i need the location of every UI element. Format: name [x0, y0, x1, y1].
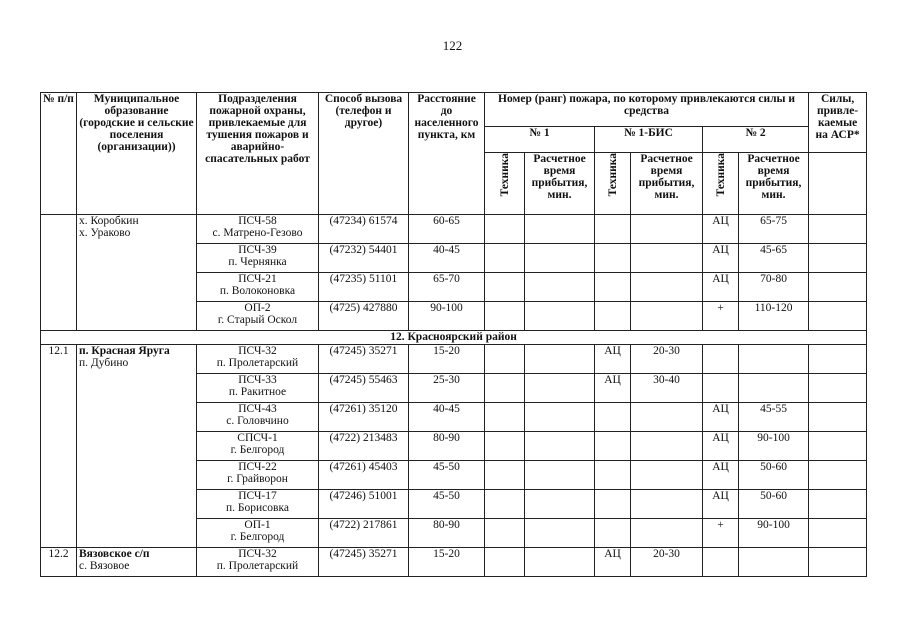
unit-name: СПСЧ-1: [237, 432, 278, 444]
unit-cell: [197, 432, 319, 461]
phone-cell: (4722) 213483: [319, 432, 409, 461]
asr-cell: [809, 461, 867, 490]
tech-1-cell: [485, 461, 525, 490]
asr-cell: [809, 273, 867, 302]
tech-1-cell: [485, 215, 525, 244]
arrival-1-cell: [525, 519, 595, 548]
unit-name: ПСЧ-21: [238, 273, 277, 285]
arrival-1-cell: [525, 548, 595, 577]
asr-cell: [809, 519, 867, 548]
unit-location: п. Пролетарский: [216, 357, 299, 369]
municipality-settlement: с. Вязовое: [79, 560, 130, 572]
arrival-1bis-cell: 30-40: [631, 374, 703, 403]
unit-location: с. Головчино: [226, 415, 289, 427]
row-num-cell: 12.1: [41, 345, 77, 548]
table-body: [41, 215, 867, 577]
unit-location: п. Чернянка: [228, 256, 287, 268]
unit-cell: [197, 345, 319, 374]
distance-cell: 45-50: [409, 490, 485, 519]
municipality-name: Вязовское с/п: [79, 548, 150, 560]
tech-1-cell: [485, 519, 525, 548]
header-rank-2: № 2: [703, 127, 809, 153]
unit-name: ПСЧ-39: [238, 244, 277, 256]
tech-1bis-cell: [595, 490, 631, 519]
tech-1bis-cell: [595, 273, 631, 302]
arrival-2-cell: 65-75: [739, 215, 809, 244]
unit-name: ПСЧ-58: [238, 215, 277, 227]
unit-location: п. Волоконовка: [219, 285, 296, 297]
header-distance: Расстояние до населенного пункта, км: [409, 93, 485, 215]
table-row: [41, 548, 867, 577]
arrival-1bis-cell: [631, 403, 703, 432]
header-call-method: Способ вызова (телефон и другое): [319, 93, 409, 215]
table-row: [41, 345, 867, 374]
arrival-1-cell: [525, 490, 595, 519]
phone-cell: (47246) 51001: [319, 490, 409, 519]
asr-cell: [809, 374, 867, 403]
phone-cell: (4725) 427880: [319, 302, 409, 331]
tech-1bis-cell: [595, 215, 631, 244]
unit-location: п. Ракитное: [228, 386, 287, 398]
tech-1-cell: [485, 345, 525, 374]
tech-2-cell: АЦ: [703, 273, 739, 302]
tech-1bis-cell: [595, 519, 631, 548]
unit-cell: [197, 461, 319, 490]
distance-cell: 15-20: [409, 548, 485, 577]
arrival-1-cell: [525, 302, 595, 331]
arrival-1-cell: [525, 403, 595, 432]
phone-cell: (4722) 217861: [319, 519, 409, 548]
distance-cell: 80-90: [409, 519, 485, 548]
tech-2-cell: [703, 345, 739, 374]
arrival-2-cell: 70-80: [739, 273, 809, 302]
arrival-1-cell: [525, 432, 595, 461]
header-municipality: Муниципальное образование (городские и сельские поселения (организации)): [77, 93, 197, 215]
unit-cell: [197, 519, 319, 548]
unit-cell: [197, 374, 319, 403]
arrival-1bis-cell: [631, 461, 703, 490]
arrival-1bis-cell: [631, 302, 703, 331]
arrival-2-cell: 50-60: [739, 461, 809, 490]
header-arrival-2: Расчетное время прибытия, мин.: [739, 153, 809, 215]
municipality-name: п. Красная Яруга: [79, 345, 170, 357]
header-arrival-1bis: Расчетное время прибытия, мин.: [631, 153, 703, 215]
unit-location: г. Белгород: [230, 531, 285, 543]
arrival-2-cell: 50-60: [739, 490, 809, 519]
unit-name: ПСЧ-32: [238, 345, 277, 357]
phone-cell: (47232) 54401: [319, 244, 409, 273]
distance-cell: 65-70: [409, 273, 485, 302]
unit-cell: [197, 273, 319, 302]
tech-1-cell: [485, 374, 525, 403]
unit-name: ОП-1: [244, 519, 271, 531]
tech-1-cell: [485, 302, 525, 331]
arrival-2-cell: 45-55: [739, 403, 809, 432]
unit-name: ПСЧ-17: [238, 490, 277, 502]
distance-cell: 25-30: [409, 374, 485, 403]
arrival-1bis-cell: 20-30: [631, 345, 703, 374]
header-units: Подразделения пожарной охраны, привлекаемые для тушения пожаров и аварийно-спасательных работ: [197, 93, 319, 215]
unit-cell: [197, 548, 319, 577]
tech-1-cell: [485, 490, 525, 519]
asr-cell: [809, 432, 867, 461]
header-tech-1: Техника: [485, 153, 525, 215]
arrival-2-cell: [739, 548, 809, 577]
municipality-name: х. Коробкин: [79, 215, 139, 227]
unit-cell: [197, 215, 319, 244]
tech-2-cell: АЦ: [703, 490, 739, 519]
tech-1-cell: [485, 548, 525, 577]
unit-cell: [197, 403, 319, 432]
unit-name: ПСЧ-32: [238, 548, 277, 560]
tech-1bis-cell: АЦ: [595, 374, 631, 403]
row-num-cell: [41, 215, 77, 331]
tech-1bis-cell: [595, 403, 631, 432]
unit-location: п. Борисовка: [226, 502, 289, 514]
arrival-2-cell: 45-65: [739, 244, 809, 273]
unit-location: г. Грайворон: [227, 473, 288, 485]
tech-1-cell: [485, 244, 525, 273]
phone-cell: (47235) 51101: [319, 273, 409, 302]
arrival-1bis-cell: [631, 490, 703, 519]
asr-cell: [809, 548, 867, 577]
arrival-1-cell: [525, 345, 595, 374]
row-num-cell: 12.2: [41, 548, 77, 577]
tech-2-cell: АЦ: [703, 403, 739, 432]
phone-cell: (47234) 61574: [319, 215, 409, 244]
tech-2-cell: [703, 374, 739, 403]
unit-name: ОП-2: [244, 302, 271, 314]
tech-2-cell: АЦ: [703, 215, 739, 244]
arrival-1bis-cell: [631, 215, 703, 244]
arrival-1bis-cell: [631, 273, 703, 302]
unit-cell: [197, 244, 319, 273]
tech-1bis-cell: АЦ: [595, 345, 631, 374]
header-rank-1: № 1: [485, 127, 595, 153]
asr-cell: [809, 244, 867, 273]
unit-cell: [197, 490, 319, 519]
tech-1bis-cell: [595, 461, 631, 490]
tech-1bis-cell: АЦ: [595, 548, 631, 577]
asr-cell: [809, 403, 867, 432]
tech-1bis-cell: [595, 244, 631, 273]
distance-cell: 80-90: [409, 432, 485, 461]
arrival-1-cell: [525, 461, 595, 490]
arrival-2-cell: 110-120: [739, 302, 809, 331]
arrival-1bis-cell: [631, 244, 703, 273]
distance-cell: 15-20: [409, 345, 485, 374]
header-asr-empty: [809, 153, 867, 215]
unit-location: п. Пролетарский: [216, 560, 299, 572]
unit-cell: [197, 302, 319, 331]
section-title: 12. Красноярский район: [41, 331, 867, 345]
header-tech-1bis: Техника: [595, 153, 631, 215]
fire-forces-table: [40, 92, 867, 577]
unit-name: ПСЧ-33: [238, 374, 277, 386]
tech-1-cell: [485, 273, 525, 302]
unit-location: г. Старый Оскол: [217, 314, 298, 326]
page-number: 122: [442, 38, 463, 53]
distance-cell: 40-45: [409, 403, 485, 432]
distance-cell: 40-45: [409, 244, 485, 273]
tech-2-cell: АЦ: [703, 461, 739, 490]
asr-cell: [809, 345, 867, 374]
distance-cell: 60-65: [409, 215, 485, 244]
arrival-2-cell: [739, 374, 809, 403]
header-fire-rank: Номер (ранг) пожара, по которому привлекаются силы и средства: [485, 93, 809, 127]
header-rank-1bis: № 1-БИС: [595, 127, 703, 153]
table-row: [41, 215, 867, 244]
municipality-name: х. Ураково: [79, 227, 131, 239]
municipality-cell: [77, 548, 197, 577]
arrival-1bis-cell: [631, 519, 703, 548]
header-num: № п/п: [41, 93, 77, 215]
tech-2-cell: АЦ: [703, 432, 739, 461]
municipality-cell: [77, 215, 197, 331]
header-asr: Силы, привле-каемые на АСР*: [809, 93, 867, 153]
phone-cell: (47261) 45403: [319, 461, 409, 490]
unit-location: г. Белгород: [230, 444, 285, 456]
arrival-1-cell: [525, 273, 595, 302]
header-tech-2: Техника: [703, 153, 739, 215]
distance-cell: 90-100: [409, 302, 485, 331]
phone-cell: (47245) 55463: [319, 374, 409, 403]
municipality-cell: [77, 345, 197, 548]
asr-cell: [809, 302, 867, 331]
arrival-1bis-cell: [631, 432, 703, 461]
unit-name: ПСЧ-43: [238, 403, 277, 415]
phone-cell: (47245) 35271: [319, 548, 409, 577]
asr-cell: [809, 215, 867, 244]
tech-2-cell: АЦ: [703, 244, 739, 273]
arrival-1-cell: [525, 244, 595, 273]
arrival-1-cell: [525, 374, 595, 403]
asr-cell: [809, 490, 867, 519]
phone-cell: (47261) 35120: [319, 403, 409, 432]
arrival-2-cell: [739, 345, 809, 374]
tech-1bis-cell: [595, 302, 631, 331]
arrival-1-cell: [525, 215, 595, 244]
municipality-settlement: п. Дубино: [79, 357, 129, 369]
unit-location: с. Матрено-Гезово: [212, 227, 303, 239]
tech-1-cell: [485, 403, 525, 432]
arrival-2-cell: 90-100: [739, 519, 809, 548]
tech-2-cell: +: [703, 302, 739, 331]
arrival-1bis-cell: 20-30: [631, 548, 703, 577]
section-row: [41, 331, 867, 345]
tech-1-cell: [485, 432, 525, 461]
tech-2-cell: [703, 548, 739, 577]
unit-name: ПСЧ-22: [238, 461, 277, 473]
header-arrival-1: Расчетное время прибытия, мин.: [525, 153, 595, 215]
tech-2-cell: +: [703, 519, 739, 548]
phone-cell: (47245) 35271: [319, 345, 409, 374]
distance-cell: 45-50: [409, 461, 485, 490]
arrival-2-cell: 90-100: [739, 432, 809, 461]
tech-1bis-cell: [595, 432, 631, 461]
